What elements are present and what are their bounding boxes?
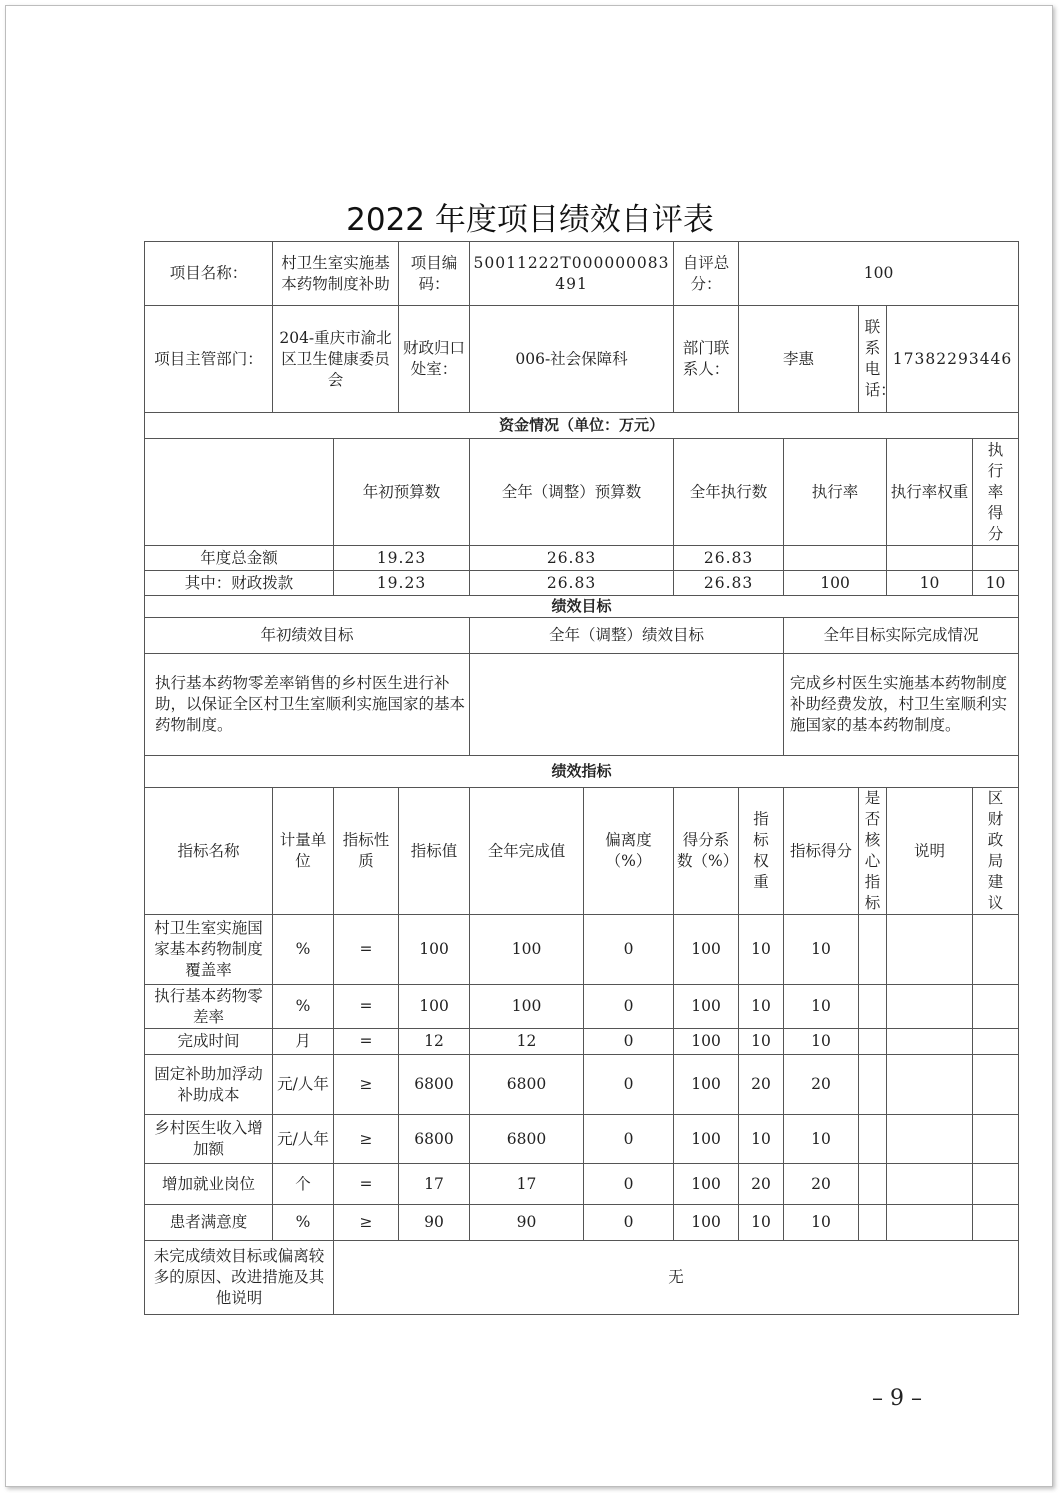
indicator-unit: 月 — [273, 1029, 334, 1055]
funds-col-executed: 全年执行数 — [674, 439, 784, 546]
indicator-unit: 元/人年 — [273, 1115, 334, 1164]
ind-col-coef: 得分系数（%） — [674, 788, 739, 915]
indicator-unit: % — [273, 985, 334, 1029]
indicator-weight: 10 — [739, 985, 784, 1029]
goals-actual-label: 全年目标实际完成情况 — [784, 618, 1019, 654]
indicator-nature: = — [334, 915, 399, 985]
funds-col-weight: 执行率权重 — [887, 439, 973, 546]
project-name: 村卫生室实施基本药物制度补助 — [273, 242, 399, 306]
phone-label: 联系电话： — [864, 318, 896, 399]
indicator-target: 100 — [399, 915, 470, 985]
funds-row-executed: 26.83 — [674, 571, 784, 596]
indicator-coef: 100 — [674, 985, 739, 1029]
project-code-label: 项目编码： — [399, 242, 470, 306]
ind-col-note: 说明 — [887, 788, 973, 915]
indicator-weight: 10 — [739, 1115, 784, 1164]
funds-row — [145, 571, 1019, 596]
indicator-target: 90 — [399, 1205, 470, 1241]
indicator-score: 10 — [784, 1029, 859, 1055]
indicator-actual: 17 — [470, 1164, 584, 1205]
indicator-weight: 20 — [739, 1055, 784, 1115]
indicator-advice — [973, 1055, 1019, 1115]
contact-value: 李惠 — [739, 306, 859, 413]
indicator-core — [859, 1055, 887, 1115]
indicator-note — [887, 1055, 973, 1115]
contact-label: 部门联系人： — [674, 306, 739, 413]
self-score-label: 自评总分： — [674, 242, 739, 306]
reason-value: 无 — [334, 1241, 1019, 1315]
funds-row-executed: 26.83 — [674, 546, 784, 571]
indicator-row — [145, 985, 1019, 1029]
indicator-note — [887, 1164, 973, 1205]
indicator-note — [887, 1205, 973, 1241]
goals-initial-text: 执行基本药物零差率销售的乡村医生进行补助，以保证全区村卫生室顺利实施国家的基本药物制度。 — [145, 654, 470, 756]
indicator-row — [145, 1164, 1019, 1205]
funds-col-initial: 年初预算数 — [334, 439, 470, 546]
page-title: 2022 年度项目绩效自评表 — [346, 202, 714, 238]
indicator-name: 固定补助加浮动补助成本 — [145, 1055, 273, 1115]
indicator-row — [145, 1029, 1019, 1055]
funds-row-weight — [887, 546, 973, 571]
ind-col-deviation: 偏离度（%） — [584, 788, 674, 915]
indicator-nature: ≥ — [334, 1205, 399, 1241]
indicator-deviation: 0 — [584, 1115, 674, 1164]
indicator-advice — [973, 1205, 1019, 1241]
indicator-advice — [973, 1164, 1019, 1205]
indicator-advice — [973, 1115, 1019, 1164]
indicator-coef: 100 — [674, 1029, 739, 1055]
indicator-nature: = — [334, 985, 399, 1029]
indicator-deviation: 0 — [584, 1205, 674, 1241]
indicator-note — [887, 985, 973, 1029]
indicator-actual: 100 — [470, 915, 584, 985]
indicator-score: 10 — [784, 1115, 859, 1164]
funds-row-rate: 100 — [784, 571, 887, 596]
indicator-nature: ≥ — [334, 1055, 399, 1115]
indicator-score: 20 — [784, 1055, 859, 1115]
funds-row-rate — [784, 546, 887, 571]
funds-section-title: 资金情况（单位：万元） — [145, 413, 1019, 439]
funds-col-score: 执行率得分 — [987, 440, 1004, 543]
indicator-nature: = — [334, 1164, 399, 1205]
funds-row-initial: 19.23 — [334, 571, 470, 596]
phone-value: 17382293446 — [887, 306, 1019, 413]
indicator-deviation: 0 — [584, 1029, 674, 1055]
indicator-target: 12 — [399, 1029, 470, 1055]
indicator-name: 乡村医生收入增加额 — [145, 1115, 273, 1164]
project-code: 50011222T000000083491 — [470, 242, 674, 306]
indicator-name: 完成时间 — [145, 1029, 273, 1055]
indicator-weight: 10 — [739, 1029, 784, 1055]
indicator-core — [859, 915, 887, 985]
indicator-coef: 100 — [674, 915, 739, 985]
indicator-advice — [973, 915, 1019, 985]
goals-actual-text: 完成乡村医生实施基本药物制度补助经费发放，村卫生室顺利实施国家的基本药物制度。 — [784, 654, 1019, 756]
finance-office-value: 006-社会保障科 — [470, 306, 674, 413]
dept-label: 项目主管部门： — [145, 306, 273, 413]
goals-initial-label: 年初绩效目标 — [145, 618, 470, 654]
indicator-advice — [973, 985, 1019, 1029]
indicator-target: 100 — [399, 985, 470, 1029]
indicator-unit: 元/人年 — [273, 1055, 334, 1115]
funds-row-label: 年度总金额 — [145, 546, 334, 571]
indicator-unit: 个 — [273, 1164, 334, 1205]
finance-office-label: 财政归口处室： — [399, 306, 470, 413]
indicator-target: 6800 — [399, 1115, 470, 1164]
performance-evaluation-table — [144, 241, 1019, 1315]
indicator-note — [887, 1115, 973, 1164]
indicator-actual: 90 — [470, 1205, 584, 1241]
funds-row-score: 10 — [973, 571, 1019, 596]
funds-col-rate: 执行率 — [784, 439, 887, 546]
funds-row-initial: 19.23 — [334, 546, 470, 571]
page-number: – 9 – — [872, 1386, 922, 1411]
goals-adjusted-label: 全年（调整）绩效目标 — [470, 618, 784, 654]
indicator-target: 6800 — [399, 1055, 470, 1115]
indicator-coef: 100 — [674, 1115, 739, 1164]
funds-row-score — [973, 546, 1019, 571]
indicator-coef: 100 — [674, 1164, 739, 1205]
indicator-actual: 6800 — [470, 1055, 584, 1115]
indicator-note — [887, 915, 973, 985]
funds-row-adjusted: 26.83 — [470, 571, 674, 596]
indicator-score: 20 — [784, 1164, 859, 1205]
indicator-deviation: 0 — [584, 985, 674, 1029]
goals-adjusted-text — [470, 654, 784, 756]
indicator-name: 增加就业岗位 — [145, 1164, 273, 1205]
ind-col-weight: 指标权重 — [753, 810, 769, 891]
goals-section-title: 绩效目标 — [145, 596, 1019, 618]
indicator-score: 10 — [784, 915, 859, 985]
self-score: 100 — [739, 242, 1019, 306]
ind-col-advice: 区财政局建议 — [987, 789, 1004, 912]
funds-header-blank — [145, 439, 334, 546]
indicator-coef: 100 — [674, 1055, 739, 1115]
funds-col-adjusted: 全年（调整）预算数 — [470, 439, 674, 546]
indicator-weight: 10 — [739, 915, 784, 985]
indicator-deviation: 0 — [584, 915, 674, 985]
funds-row — [145, 546, 1019, 571]
funds-row-weight: 10 — [887, 571, 973, 596]
indicator-deviation: 0 — [584, 1055, 674, 1115]
ind-col-nature: 指标性质 — [334, 788, 399, 915]
indicator-actual: 12 — [470, 1029, 584, 1055]
project-name-label: 项目名称： — [145, 242, 273, 306]
indicator-actual: 6800 — [470, 1115, 584, 1164]
indicator-unit: % — [273, 915, 334, 985]
indicator-name: 患者满意度 — [145, 1205, 273, 1241]
indicator-coef: 100 — [674, 1205, 739, 1241]
indicator-core — [859, 1164, 887, 1205]
ind-col-core: 是否核心指标 — [864, 789, 881, 912]
reason-label: 未完成绩效目标或偏离较多的原因、改进措施及其他说明 — [145, 1241, 334, 1315]
ind-col-unit: 计量单位 — [273, 788, 334, 915]
funds-row-label: 其中：财政拨款 — [145, 571, 334, 596]
indicator-nature: = — [334, 1029, 399, 1055]
indicators-section-title: 绩效指标 — [145, 756, 1019, 788]
ind-col-target: 指标值 — [399, 788, 470, 915]
indicator-unit: % — [273, 1205, 334, 1241]
indicator-core — [859, 1029, 887, 1055]
indicator-nature: ≥ — [334, 1115, 399, 1164]
indicator-score: 10 — [784, 1205, 859, 1241]
dept-value: 204-重庆市渝北区卫生健康委员会 — [273, 306, 399, 413]
indicator-core — [859, 1205, 887, 1241]
indicator-actual: 100 — [470, 985, 584, 1029]
indicator-name: 执行基本药物零差率 — [145, 985, 273, 1029]
indicator-target: 17 — [399, 1164, 470, 1205]
indicator-note — [887, 1029, 973, 1055]
ind-col-name: 指标名称 — [145, 788, 273, 915]
indicator-core — [859, 985, 887, 1029]
ind-col-actual: 全年完成值 — [470, 788, 584, 915]
indicator-row — [145, 915, 1019, 985]
indicator-advice — [973, 1029, 1019, 1055]
funds-row-adjusted: 26.83 — [470, 546, 674, 571]
indicator-score: 10 — [784, 985, 859, 1029]
indicator-weight: 10 — [739, 1205, 784, 1241]
ind-col-score: 指标得分 — [784, 788, 859, 915]
indicators-body — [145, 915, 1019, 1241]
indicator-weight: 20 — [739, 1164, 784, 1205]
indicator-row — [145, 1205, 1019, 1241]
indicator-row — [145, 1115, 1019, 1164]
indicator-row — [145, 1055, 1019, 1115]
indicator-name: 村卫生室实施国家基本药物制度覆盖率 — [145, 915, 273, 985]
indicator-core — [859, 1115, 887, 1164]
indicator-deviation: 0 — [584, 1164, 674, 1205]
